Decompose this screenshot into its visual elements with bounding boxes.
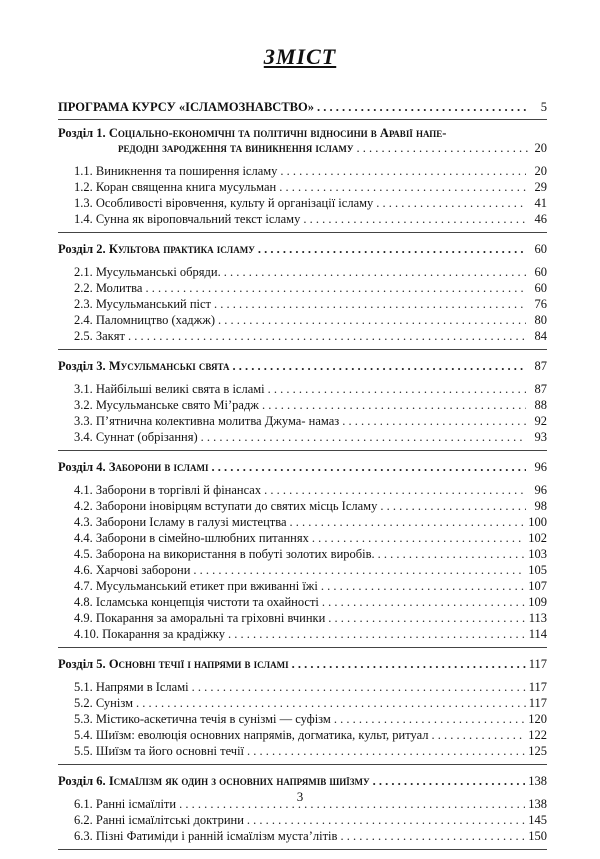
subsection-entry[interactable] — [74, 595, 547, 610]
dot-leader — [380, 499, 526, 514]
dot-leader — [376, 196, 526, 211]
dot-leader — [378, 547, 526, 562]
subsection-entry-label: 2.1. Мусульманські обряди. — [74, 265, 221, 279]
subsection-entry-label: 3.3. П’ятнична колективна молитва Джума- намаз — [74, 414, 340, 428]
chapter-heading[interactable] — [58, 657, 547, 672]
subsection-entry-page: 98 — [534, 499, 547, 513]
chapter-heading-label — [58, 657, 289, 672]
subsection-entry-label: 2.5. Закят — [74, 329, 125, 343]
chapter-number: Розділ 4. — [58, 460, 106, 474]
subsection-entry-page: 92 — [534, 414, 547, 428]
subsection-entry-label: 5.1. Напрями в Ісламі — [74, 680, 189, 694]
subsection-entry-label: 3.1. Найбільші великі свята в ісламі — [74, 382, 265, 396]
subsection-entry[interactable] — [74, 680, 547, 695]
subsection-entry-label: 4.6. Харчові заборони — [74, 563, 191, 577]
subsection-entry-page: 122 — [528, 728, 547, 742]
subsection-entry[interactable] — [74, 515, 547, 530]
subsection-entry[interactable] — [74, 164, 547, 179]
chapter-section — [58, 774, 547, 850]
chapter-page: 96 — [534, 460, 547, 474]
chapter-page: 60 — [534, 242, 547, 256]
chapter-section — [58, 242, 547, 350]
subsection-entry[interactable] — [74, 563, 547, 578]
chapter-heading-label — [58, 460, 208, 475]
dot-leader — [214, 297, 526, 312]
subsection-entry-page: 102 — [528, 531, 547, 545]
subsection-entry[interactable] — [74, 547, 547, 562]
subsection-entry-page: 120 — [528, 712, 547, 726]
page-title: ЗМІСТ — [263, 44, 337, 69]
subsection-entry-label: 4.3. Заборони Ісламу в галузі мистецтва — [74, 515, 287, 529]
subsection-entry-page: 103 — [528, 547, 547, 561]
dot-leader — [211, 460, 526, 475]
subsection-entry-page: 105 — [528, 563, 547, 577]
dot-leader — [303, 212, 526, 227]
chapter-section — [58, 359, 547, 451]
subsection-entry-label: 3.4. Суннат (обрізання) — [74, 430, 198, 444]
subsection-entry-page: 150 — [528, 829, 547, 843]
subsection-entry-page: 20 — [534, 164, 547, 178]
page-number: 3 — [296, 789, 304, 804]
chapter-title: Соціально-економічні та політичні відносини в Аравії напе- — [108, 126, 447, 140]
subsection-entry-label: 5.3. Містико-аскетична течія в сунізмі — суфізм — [74, 712, 331, 726]
subsection-entry[interactable] — [74, 744, 547, 759]
subsection-entry-page: 60 — [534, 281, 547, 295]
subsection-entry-label: 4.5. Заборона на використання в побуті золотих виробів. — [74, 547, 375, 561]
dot-leader — [328, 611, 525, 626]
subsection-entry-label: 4.7. Мусульманський етикет при вживанні їжі — [74, 579, 318, 593]
dot-leader — [321, 579, 525, 594]
subsection-entry-label: 2.4. Паломництво (хаджж) — [74, 313, 216, 327]
subsection-entry-page: 93 — [534, 430, 547, 444]
subsection-entry-label: 4.10. Покарання за крадіжку — [74, 627, 225, 641]
chapter-heading[interactable] — [58, 460, 547, 475]
subsection-entry-label: 4.8. Ісламська концепція чистоти та охайності — [74, 595, 319, 609]
dot-leader — [233, 359, 526, 374]
chapter-section — [58, 126, 547, 233]
subsection-entry-label: 6.2. Ранні ісмаїлітські доктрини — [74, 813, 244, 827]
chapter-heading-line2 — [58, 141, 547, 156]
dot-leader — [201, 430, 526, 445]
subsection-entry-page: 87 — [534, 382, 547, 396]
chapter-heading-label — [58, 242, 255, 257]
chapter-heading[interactable] — [58, 126, 547, 156]
subsection-entry-label: 3.2. Мусульманське свято Мі’радж — [74, 398, 259, 412]
subsection-entry-page: 145 — [528, 813, 547, 827]
subsection-entry[interactable] — [74, 728, 547, 743]
subsection-entry[interactable] — [74, 579, 547, 594]
subsection-entry-page: 29 — [534, 180, 547, 194]
subsection-entry-page: 41 — [534, 196, 547, 210]
subsection-entry[interactable] — [74, 196, 547, 211]
chapter-heading[interactable] — [58, 242, 547, 257]
chapter-title: Мусульманські свята — [108, 359, 230, 373]
subsection-entry[interactable] — [74, 627, 547, 642]
chapter-page: 138 — [528, 774, 547, 788]
chapter-number: Розділ 6. — [58, 774, 106, 788]
dot-leader — [264, 483, 526, 498]
dot-leader — [262, 398, 526, 413]
dot-leader — [317, 100, 526, 115]
chapter-heading-label — [58, 774, 370, 789]
subsection-list — [58, 680, 547, 759]
dot-leader — [247, 744, 525, 759]
chapter-title-cont: редодні зародження та виникнення ісламу — [118, 141, 354, 155]
chapter-title: Заборони в ісламі — [108, 460, 209, 474]
subsection-entry-label: 4.2. Заборони іновірцям вступати до святих місць Ісламу — [74, 499, 378, 513]
subsection-entry-label: 5.2. Сунізм — [74, 696, 133, 710]
program-entry[interactable] — [58, 100, 547, 115]
subsection-entry[interactable] — [74, 265, 547, 280]
subsection-entry-label: 4.1. Заборони в торгівлі й фінансах — [74, 483, 262, 497]
dot-leader — [228, 627, 526, 642]
subsection-entry[interactable] — [74, 297, 547, 312]
dot-leader — [218, 313, 526, 328]
chapter-section — [58, 460, 547, 648]
subsection-entry[interactable] — [74, 531, 547, 546]
subsection-entry[interactable] — [74, 212, 547, 227]
dot-leader — [322, 595, 525, 610]
subsection-entry-label: 5.5. Шиїзм та його основні течії — [74, 744, 245, 758]
dot-leader — [193, 563, 525, 578]
subsection-entry-page: 109 — [528, 595, 547, 609]
dot-leader — [136, 696, 526, 711]
subsection-entry-label: 1.2. Коран священна книга мусульман — [74, 180, 277, 194]
chapter-title: Основні течії і напрями в ісламі — [108, 657, 289, 671]
dot-leader — [192, 680, 526, 695]
subsection-entry-page: 96 — [534, 483, 547, 497]
subsection-entry[interactable] — [74, 813, 547, 828]
table-of-contents — [58, 100, 547, 859]
subsection-entry[interactable] — [74, 430, 547, 445]
subsection-entry-page: 76 — [534, 297, 547, 311]
subsection-entry[interactable] — [74, 329, 547, 344]
subsection-entry-label: 6.3. Пізні Фатиміди і ранній ісмаїлізм муста’літів — [74, 829, 338, 843]
subsection-entry-page: 117 — [528, 696, 547, 710]
subsection-entry-page: 80 — [534, 313, 547, 327]
chapter-number: Розділ 2. — [58, 242, 106, 256]
subsection-entry[interactable] — [74, 398, 547, 413]
subsection-entry[interactable] — [74, 382, 547, 397]
subsection-list — [58, 265, 547, 344]
subsection-entry-page: 125 — [528, 744, 547, 758]
dot-leader — [279, 180, 526, 195]
dot-leader — [342, 414, 526, 429]
subsection-entry[interactable] — [74, 712, 547, 727]
subsection-entry-page: 84 — [534, 329, 547, 343]
program-section — [58, 100, 547, 120]
dot-leader — [312, 531, 525, 546]
subsection-entry-page: 113 — [528, 611, 547, 625]
subsection-entry-page: 100 — [528, 515, 547, 529]
subsection-entry-label: 1.3. Особливості віровчення, культу й організації ісламу — [74, 196, 374, 210]
subsection-list — [58, 382, 547, 445]
subsection-entry-page: 107 — [528, 579, 547, 593]
subsection-entry[interactable] — [74, 696, 547, 711]
chapter-heading-label — [58, 359, 230, 374]
subsection-entry-page: 117 — [528, 680, 547, 694]
dot-leader — [334, 712, 525, 727]
subsection-entry[interactable] — [74, 829, 547, 844]
dot-leader — [280, 164, 526, 179]
subsection-entry[interactable] — [74, 414, 547, 429]
subsection-entry-page: 46 — [534, 212, 547, 226]
subsection-entry-label: 6.1. Ранні ісмаїліти — [74, 797, 177, 811]
subsection-entry-page: 138 — [528, 797, 547, 811]
dot-leader — [258, 242, 526, 257]
subsection-list — [58, 164, 547, 227]
subsection-entry-label: 4.9. Покарання за аморальні та гріховні вчинки — [74, 611, 326, 625]
chapter-number: Розділ 5. — [58, 657, 106, 671]
subsection-list — [58, 483, 547, 642]
chapter-page: 117 — [528, 657, 547, 671]
dot-leader — [290, 515, 526, 530]
dot-leader — [340, 829, 525, 844]
chapter-title: Культова практика ісламу — [108, 242, 255, 256]
chapter-heading-line1 — [58, 126, 547, 141]
subsection-entry[interactable] — [74, 499, 547, 514]
dot-leader — [292, 657, 526, 672]
dot-leader — [432, 728, 526, 743]
program-entry-page: 5 — [540, 100, 547, 114]
dot-leader — [247, 813, 525, 828]
subsection-entry-label: 2.3. Мусульманський піст — [74, 297, 212, 311]
subsection-entry[interactable] — [74, 483, 547, 498]
subsection-entry-label: 2.2. Молитва — [74, 281, 143, 295]
chapter-number: Розділ 1. — [58, 126, 106, 140]
dot-leader — [145, 281, 526, 296]
subsection-entry-label: 1.4. Сунна як віроповчальний текст ісламу — [74, 212, 301, 226]
chapter-heading[interactable] — [58, 359, 547, 374]
program-entry-label: ПРОГРАМА КУРСУ «ІСЛАМОЗНАВСТВО» — [58, 100, 314, 114]
dot-leader — [373, 774, 526, 789]
chapter-page: 87 — [534, 359, 547, 373]
subsection-entry[interactable] — [74, 180, 547, 195]
dot-leader — [128, 329, 526, 344]
dot-leader — [224, 265, 526, 280]
subsection-entry-page: 88 — [534, 398, 547, 412]
chapter-number: Розділ 3. — [58, 359, 106, 373]
subsection-entry-label: 4.4. Заборони в сімейно-шлюбних питаннях — [74, 531, 309, 545]
chapter-heading[interactable] — [58, 774, 547, 789]
chapter-section — [58, 657, 547, 765]
subsection-entry-page: 60 — [534, 265, 547, 279]
subsection-entry[interactable] — [74, 281, 547, 296]
dot-leader — [356, 141, 531, 156]
subsection-entry-label: 5.4. Шиїзм: еволюція основних напрямів, догматика, культ, ритуал — [74, 728, 429, 742]
subsection-entry-label: 1.1. Виникнення та поширення ісламу — [74, 164, 278, 178]
subsection-entry[interactable] — [74, 313, 547, 328]
subsection-entry-page: 114 — [528, 627, 547, 641]
dot-leader — [268, 382, 526, 397]
chapter-page: 20 — [534, 141, 547, 155]
subsection-entry[interactable] — [74, 611, 547, 626]
chapter-title: Ісмаїлізм як один з основних напрямів шиїзму — [108, 774, 370, 788]
